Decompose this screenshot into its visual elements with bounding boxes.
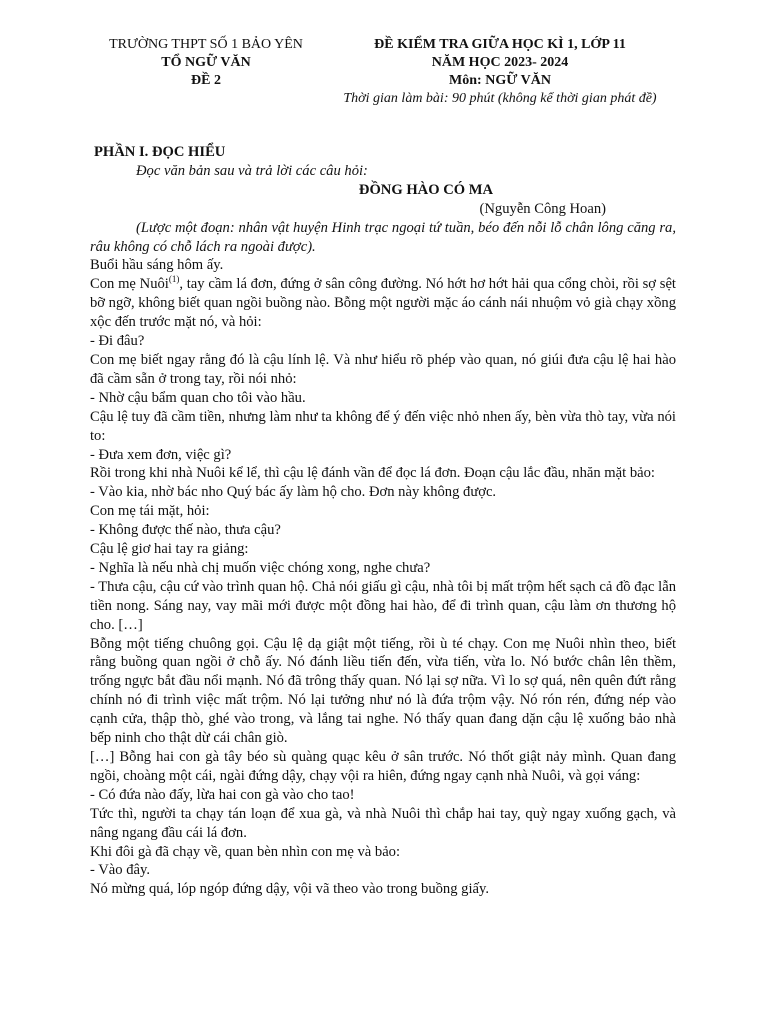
school-name: TRƯỜNG THPT SỐ 1 BẢO YÊN [109, 37, 303, 52]
paragraph: Bỗng một tiếng chuông gọi. Cậu lệ dạ giật một tiếng, rồi ù té chạy. Con mẹ Nuôi nhìn theo, biết rằng buồng quan ngồi ở chỗ ấy. Nó đánh liều tiến đến, vừa tiến, vừa lo. Nó bước chân lên thềm, trống ngực bắt đầu nổi mạnh. Nó đã trông thấy quan. Nó lại sợ nữa. Vì lo sợ quá, nên quên đứt rằng chính nó đi trình việc mất trộm. Nó lại tưởng như nó là đứa trộm vậy. Nó rón rén, đứng nép vào cạnh cửa, thập thò, ghé vào trong, và lắng tai nghe. Nó thấy quan đang dặn cậu lệ xuống bảo nhà bếp ninh cho thật dừ cái chân giò. [90, 635, 676, 747]
section-instruction: Đọc văn bản sau và trả lời các câu hỏi: [136, 162, 368, 179]
dialogue-line: - Nhờ cậu bẩm quan cho tôi vào hầu. [90, 389, 306, 406]
exam-time: Thời gian làm bài: 90 phút (không kể thời gian phát đề) [343, 91, 657, 106]
paragraph: Cậu lệ tuy đã cầm tiền, nhưng làm như ta không để ý đến việc nhỏ nhen ấy, bèn vừa thò tay, vừa nói to: [90, 408, 676, 444]
paragraph: Buổi hầu sáng hôm ấy. [90, 257, 224, 274]
paragraph: Nó mừng quá, lóp ngóp đứng dậy, vội vã theo vào trong buồng giấy. [90, 881, 489, 898]
dialogue-line: - Thưa cậu, cậu cứ vào trình quan hộ. Chả nói giấu gì cậu, nhà tôi bị mất trộm hết sạch cả đồ đạc lẫn tiền nong. Sáng nay, vay mãi mới được một đồng hai hào, để đi trình quan, cậu làm ơn thương hộ cho. […] [90, 578, 676, 633]
paragraph-text: Con mẹ Nuôi [90, 276, 169, 293]
exam-code: ĐỀ 2 [191, 73, 221, 88]
paragraph: […] Bỗng hai con gà tây béo sù quàng quạc kêu ở sân trước. Nó thốt giật nảy mình. Quan đang ngồi, choàng một cái, ngài đứng dậy, chạy vội ra hiên, đứng ngay cạnh nhà Nuôi, và gọi váng: [90, 749, 676, 784]
dialogue-line: - Nghĩa là nếu nhà chị muốn việc chóng xong, nghe chưa? [90, 559, 431, 576]
section-heading: PHẦN I. ĐỌC HIỂU [94, 144, 226, 160]
story-summary: (Lược một đoạn: nhân vật huyện Hinh trạc ngoại tứ tuần, béo đến nỗi lỗ chân lông căng ra, râu không có chỗ lách ra ngoài được). [90, 219, 676, 255]
story-author: (Nguyễn Công Hoan) [479, 200, 606, 217]
dialogue-line: - Đưa xem đơn, việc gì? [90, 446, 232, 463]
exam-title: ĐỀ KIỂM TRA GIỮA HỌC KÌ 1, LỚP 11 [374, 37, 626, 52]
dialogue-line: - Không được thế nào, thưa cậu? [90, 522, 281, 539]
paragraph: Cậu lệ giơ hai tay ra giảng: [90, 541, 249, 558]
department-name: TỔ NGỮ VĂN [161, 55, 251, 70]
reading-section [90, 143, 676, 899]
dialogue-line: - Đi đâu? [90, 333, 145, 350]
paragraph: Tức thì, người ta chạy tán loạn để xua gà, và nhà Nuôi thì chắp hai tay, quỳ ngay xuống gạch, và nâng ngang đầu cái lá đơn. [90, 805, 676, 841]
paragraph [90, 275, 676, 332]
paragraph: Con mẹ biết ngay rằng đó là cậu lính lệ. Và như hiểu rõ phép vào quan, nó giúi đưa cậu lệ hai hào đã cầm sẵn ở trong tay, rồi nói nhỏ: [90, 351, 676, 387]
paragraph: Rồi trong khi nhà Nuôi kể lể, thì cậu lệ đánh vần để đọc lá đơn. Đoạn cậu lắc đầu, nhăn mặt bảo: [90, 465, 655, 482]
school-year: NĂM HỌC 2023- 2024 [431, 55, 569, 70]
dialogue-line: - Vào đây. [90, 862, 150, 879]
dialogue-line: - Có đứa nào đấy, lừa hai con gà vào cho tao! [90, 786, 355, 803]
paragraph: Khi đôi gà đã chạy về, quan bèn nhìn con mẹ và bảo: [90, 843, 401, 860]
story-title: ĐỒNG HÀO CÓ MA [358, 181, 494, 198]
subject: Môn: NGỮ VĂN [449, 73, 551, 88]
footnote-marker: (1) [168, 274, 180, 285]
dialogue-line: - Vào kia, nhờ bác nho Quý bác ấy làm hộ cho. Đơn này không được. [90, 484, 497, 501]
paragraph-text: , tay cầm lá đơn, đứng ở sân công đường. Nó hớt hơ hớt hải qua cổng chòi, rồi sợ sệt bỡ ngỡ, không biết quan ngồi buồng nào. Bỗng một người mặc áo cánh nái nhuộm vỏ già chạy xồng xộc đến trước mặt nó, và hỏi: [90, 276, 676, 331]
paragraph: Con mẹ tái mặt, hỏi: [90, 503, 210, 520]
